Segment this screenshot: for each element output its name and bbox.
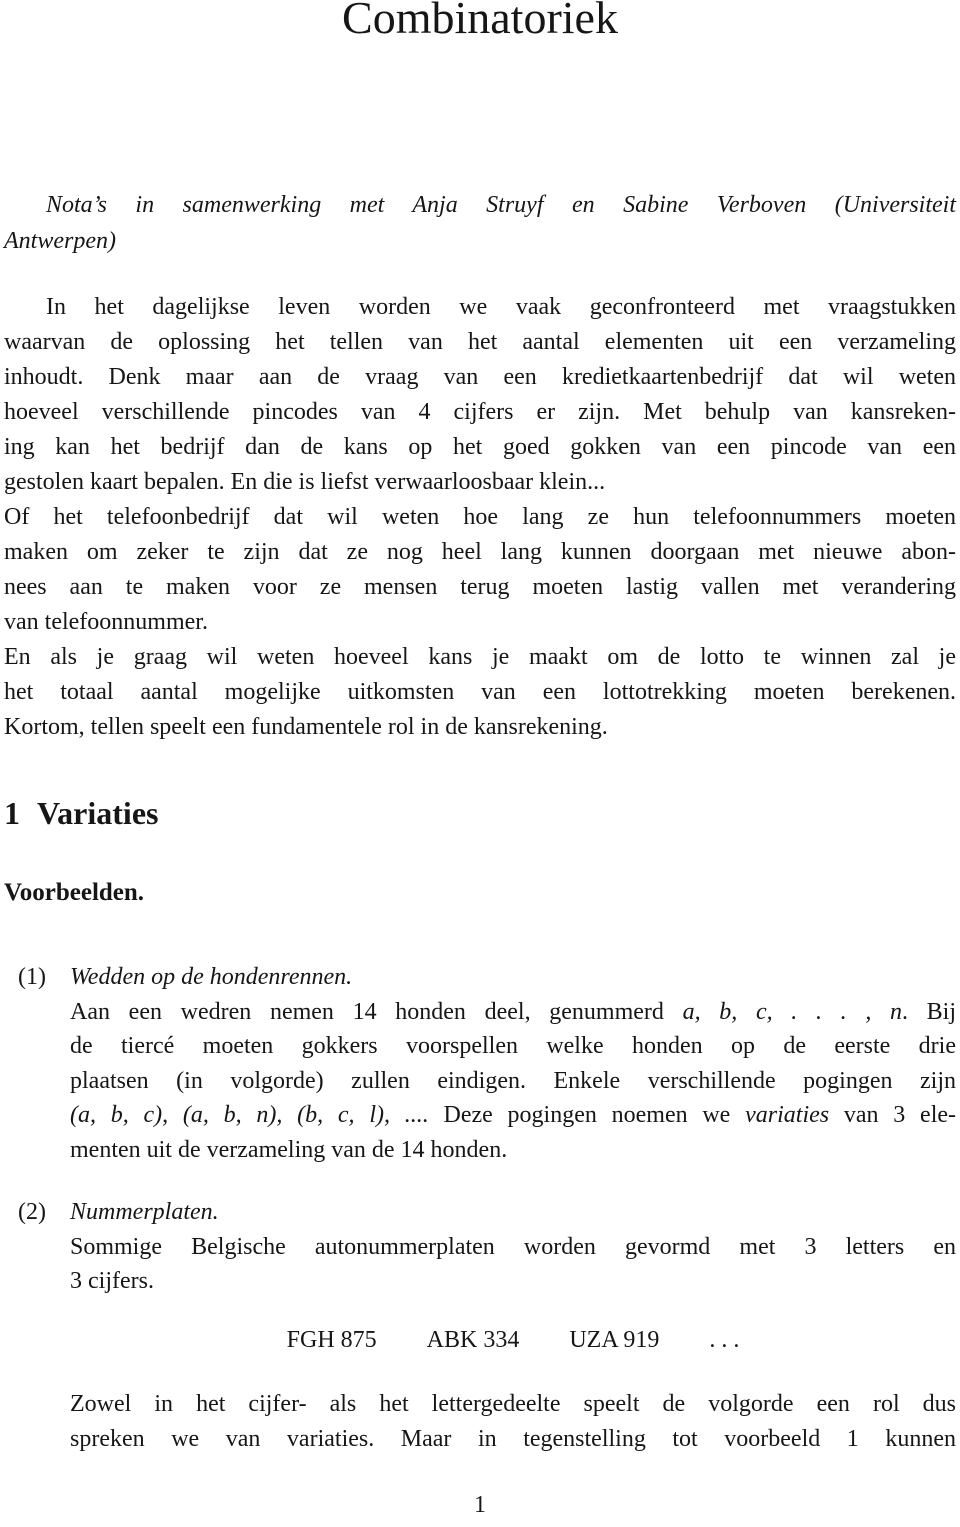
text-segment: van 3 ele- bbox=[843, 1102, 957, 1128]
author-note-line: Antwerpen) bbox=[4, 228, 116, 254]
paragraph-line: Kortom, tellen speelt een fundamentele rol in de kansrekening. bbox=[4, 714, 608, 740]
intro-paragraph bbox=[4, 290, 956, 745]
paragraph-line: 3 cijfers. bbox=[70, 1268, 154, 1294]
paragraph-line: nees aan te maken voor ze mensen terug moeten lastig vallen met verandering bbox=[4, 574, 956, 600]
item-body bbox=[70, 960, 956, 1167]
item-marker: (2) bbox=[18, 1199, 46, 1225]
license-plate: ABK 334 bbox=[426, 1327, 520, 1353]
paragraph-line: plaatsen (in volgorde) zullen eindigen. Enkele verschillende pogingen zijn bbox=[70, 1067, 956, 1094]
item-title-line: Wedden op de hondenrennen. bbox=[70, 964, 353, 990]
paragraph-line: van telefoonnummer. bbox=[4, 609, 208, 635]
examples-heading: Voorbeelden. bbox=[4, 879, 145, 906]
paragraph-line: menten uit de verzameling van de 14 honden. bbox=[70, 1136, 508, 1163]
list-item-1 bbox=[4, 960, 956, 1167]
author-note bbox=[4, 187, 956, 259]
text-segment: . Bij bbox=[902, 998, 957, 1025]
item-title-line: Nummerplaten. bbox=[70, 1199, 219, 1225]
closing-line: spreken we van variaties. Maar in tegenstelling tot voorbeeld 1 kunnen bbox=[70, 1426, 956, 1452]
paragraph-line: het totaal aantal mogelijke uitkomsten van een lottotrekking moeten berekenen. bbox=[4, 679, 956, 705]
item-marker: (1) bbox=[18, 964, 46, 990]
section-number: 1 bbox=[4, 795, 20, 831]
list-item-2 bbox=[4, 1195, 956, 1299]
paragraph-line: waarvan de oplossing het tellen van het aantal elementen uit een verzameling bbox=[4, 329, 956, 355]
paragraph-line: gestolen kaart bepalen. En die is liefst verwaarloosbaar klein... bbox=[4, 469, 606, 495]
paragraph-line: hoeveel verschillende pincodes van 4 cijfers er zijn. Met behulp van kansreken- bbox=[4, 399, 956, 425]
closing-paragraph bbox=[70, 1387, 956, 1457]
italic-segment: variaties bbox=[745, 1102, 830, 1128]
page-title: Combinatoriek bbox=[342, 0, 618, 43]
license-plate-examples bbox=[70, 1323, 956, 1358]
license-plate: FGH 875 bbox=[286, 1327, 377, 1353]
paragraph-line: In het dagelijkse leven worden we vaak geconfronteerd met vraagstukken bbox=[46, 294, 956, 320]
math-segment: a, b, c, . . . , n bbox=[682, 998, 902, 1025]
paragraph-line: ing kan het bedrijf dan de kans op het goed gokken van een pincode van een bbox=[4, 434, 956, 460]
paragraph-line: Of het telefoonbedrijf dat wil weten hoe lang ze hun telefoonnummers moeten bbox=[4, 504, 956, 530]
section-heading bbox=[4, 792, 956, 834]
paragraph-line: inhoudt. Denk maar aan de vraag van een kredietkaartenbedrijf dat wil weten bbox=[4, 364, 956, 390]
license-plate: UZA 919 bbox=[569, 1327, 660, 1353]
ellipsis-text: . . . bbox=[709, 1327, 740, 1353]
paragraph-line bbox=[70, 995, 956, 1030]
closing-line: Zowel in het cijfer- als het lettergedeelte speelt de volgorde een rol dus bbox=[70, 1391, 956, 1417]
page-number: 1 bbox=[474, 1492, 486, 1518]
paragraph-line: Sommige Belgische autonummerplaten worden gevormd met 3 letters en bbox=[70, 1233, 956, 1260]
text-segment: Aan een wedren nemen 14 honden deel, genummerd bbox=[70, 998, 664, 1025]
paragraph-line: En als je graag wil weten hoeveel kans je maakt om de lotto te winnen zal je bbox=[4, 644, 956, 670]
text-segment: Deze pogingen noemen we bbox=[443, 1102, 731, 1128]
section-title: Variaties bbox=[37, 795, 159, 831]
paragraph-line bbox=[70, 1098, 956, 1133]
paragraph-line: de tiercé moeten gokkers voorspellen welke honden op de eerste drie bbox=[70, 1033, 956, 1059]
math-segment: (a, b, c), (a, b, n), (b, c, l), .... bbox=[70, 1102, 429, 1128]
paragraph-line: maken om zeker te zijn dat ze nog heel lang kunnen doorgaan met nieuwe abon- bbox=[4, 539, 956, 565]
author-note-line: Nota’s in samenwerking met Anja Struyf en Sabine Verboven (Universiteit bbox=[46, 192, 956, 218]
item-body bbox=[70, 1195, 956, 1299]
